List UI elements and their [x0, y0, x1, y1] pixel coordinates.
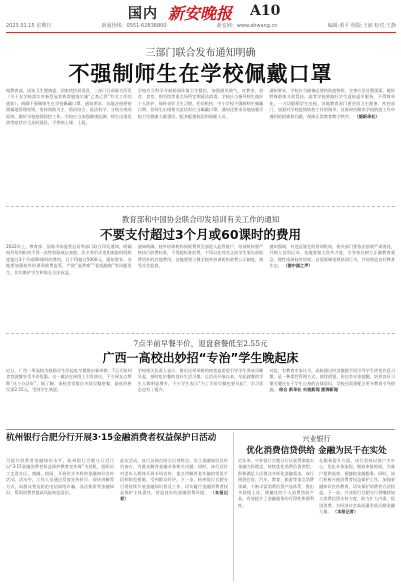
story3-col: 近日，广西一所高校为鼓励学生早起吃早餐推出新举措：7点半前到食堂就餐享受半价优惠。这一做法在网络上引发热议，不少网友点赞称“这个办法好”。据了解，该校食堂推出多款早餐套餐，最低价格仅需2.55元，受到学生欢迎。	[6, 368, 132, 393]
story2-body	[6, 244, 395, 328]
section-name: 国内	[128, 6, 158, 22]
story3-body	[6, 368, 395, 426]
story1-headline: 不强制师生在学校佩戴口罩	[68, 61, 333, 86]
story4-col	[120, 458, 228, 582]
story2-kicker: 教育部和中国协会联合印发培训有关工作的通知	[121, 215, 280, 224]
story3-headline: 广西一高校出妙招“专治”学生晚起床	[102, 351, 299, 365]
story5-col: 近年来，兴业银行合肥分行认真贯彻落实金融为民理念，持续优化消费信贷供给，积极满足人民群众多样化金融需求。该行围绕住房、汽车、教育、旅游等重点消费领域，不断丰富消费信贷产品体系，推出多款线上化、便捷化的个人消费贷款产品，有效提升了金融服务的可得性和便利性。	[238, 458, 314, 508]
story5-headline: 优化消费信贷供给 金融为民千在实处	[246, 446, 387, 456]
story3-credit: 综合 新华社 央视新闻 澎湃新闻	[279, 387, 338, 393]
masthead	[0, 0, 401, 22]
story3-kicker: 7点半前早餐半价，退盘套餐低至2.55元	[133, 339, 268, 348]
story4-body	[6, 458, 228, 582]
divider	[6, 206, 395, 207]
story3-col	[269, 368, 395, 426]
story3-col-text: 对此，有教育专家认为，高校通过经济激励手段引导学生改变作息习惯，是一种柔性管理方式，值得借鉴。但也有专家提醒，培养良好习惯关键还在于学生自身的自律意识，学校还需要配合更多教育引导措施。	[269, 368, 396, 393]
story2-col-text: 通知强调，对违反规定的培训机构，相关部门要依法依规严肃查处，并纳入信用记录。各地要加大宣传力度，引导家长树立正确教育观念，理性选择校外培训，自觉抵制违规培训行为，共同营造良好教育生态。	[269, 244, 396, 269]
story2-col: 通知明确，校外培训机构预收费须全部进入监管账户，培训机构要严格执行收费标准，不得超标准收费，不得以任何名义向学生家长收取费用外的其他费用。各地要建立健全校外培训机构收费公示制度，接受社会监督。	[137, 244, 264, 269]
hotline: 新闻热线：0551-62836800	[101, 23, 167, 29]
story3-col: 学校相关负责人表示，推出这项举措的初衷是希望引导学生养成早睡早起、按时吃早餐的良好生活习惯。自活动开展以来，早起就餐的学生人数明显增多，不少学生表示“为了半价早餐也要早起”，学习状态也有了提升。	[137, 368, 264, 393]
story5-col	[319, 458, 395, 582]
story2-headline: 不要支付超过3个月或60课时的费用	[99, 227, 302, 242]
story2-col	[269, 244, 395, 328]
story1-kicker: 三部门联合发布通知明确	[145, 48, 256, 59]
story1-col: 据教育部、国家卫生健康委、国家疾控局消息，三部门日前联合印发《关于在学校落实对新型冠状病毒感染实施“乙类乙管”有关工作的通知》，明确不强制师生在学校佩戴口罩。通知要求，各地各校要按照属地管理原则，坚持预防为主、防治结合、依法科学、分级分类的原则，做好学校疫情防控工作。学校应当加强健康监测，师生出现发热等症状应当及时就医，不带病上课、上班。	[6, 88, 132, 126]
story5-body	[238, 458, 395, 582]
story2-credit: （据中国之声）	[283, 263, 313, 269]
story1-col	[269, 88, 395, 200]
story1-col: 学校应当科学开展校园环境卫生整治，加强通风换气，对教室、宿舍、食堂、图书馆等重点场所定期清洁消毒。学校应当指导师生做好个人防护，保持良好卫生习惯。托幼机构、中小学校不强制师生佩戴口罩，但师生出现相关症状时应当佩戴口罩。通知还要求各地加强学校卫生健康力量建设，配齐配强校医和保健人员。	[137, 88, 264, 119]
column-divider	[233, 432, 234, 582]
story4-col-text: 此次活动，该行各网点结合自身特点，设立金融知识宣传咨询台，为群众解答金融业务相关问题。同时，该行还针对老年人群体开展专场宣传，重点讲解养老诈骗的常见手段和防范措施，受到群众好评。下一步，杭州银行合肥分行将持续开展金融知识普及工作，切实履行金融消费者权益保护主体责任，营造良好的金融消费环境。	[120, 458, 228, 496]
story5-kicker: 兴业银行	[302, 435, 331, 443]
story5-credit: （本报记者）	[332, 509, 359, 515]
story4-col: 为提升消费者金融知识水平，杭州银行合肥分行近日以“3·15金融消费者权益保护教育宣传周”为契机，组织员工走进社区、商圈、校园，开展形式多样的金融知识宣传活动。活动中，工作人员通过发放宣传折页、现场讲解等方式，向群众普及防范电信网络诈骗、非法集资等金融知识，帮助消费者提高风险防范意识。	[6, 458, 114, 496]
editor-credits: 编辑:黄平 组版:王丽 校对:王静	[327, 23, 396, 29]
story5-col-text: 在服务提升方面，该行坚持以客户为中心，优化业务流程，缩短审批时间，为客户提供高效、便捷的金融服务。同时，该行积极开展消费者权益保护工作，加强金融知识宣传教育，切实保护消费者合法权益。下一步，兴业银行合肥分行将继续加大消费信贷支持力度，助力扩大内需、促进消费，为经济社会高质量发展贡献金融力量。	[319, 458, 395, 515]
story1-body	[6, 88, 395, 200]
website: 新安网：www.ahwang.cn	[216, 23, 278, 29]
story4-credit: （本报记者）	[120, 490, 228, 502]
story1-credit: （据新华社）	[354, 113, 380, 119]
story4-headline: 杭州银行合肥分行开展3·15金融消费者权益保护日活动	[6, 433, 217, 443]
divider	[6, 333, 395, 334]
issue-date: 2023.01.15 星期日	[6, 23, 52, 29]
divider	[6, 429, 395, 430]
story1-col-text: 通知要求，学校应当储备必要的防疫物资，完善应急处置预案，做好特殊群体关爱帮扶。高等学校要做好学生返校返乡服务，不得简单化、一刀切限制学生出校。各地教育部门要会同卫生健康、疾控部门，加强对学校疫情防控工作的指导，及时研究解决学校防疫工作中遇到的困难和问题，保障正常教育教学秩序。	[269, 88, 396, 119]
brand-logo: 新安晚报	[168, 4, 233, 23]
masthead-meta	[6, 22, 396, 33]
story2-col: 2022年上，教育部、国家市场监管总局等部门联合印发通知，明确校外培训机构不得一次性收取或以充值、次卡等形式变相收取时间跨度超过3个月或60课时的费用，且不得超过5000元。通知要求，各地要加强校外培训预收费监管，严防“退费难”“卷钱跑路”等问题发生，切实维护学生和家长合法权益。	[6, 244, 132, 275]
page-number: A10	[250, 3, 281, 19]
